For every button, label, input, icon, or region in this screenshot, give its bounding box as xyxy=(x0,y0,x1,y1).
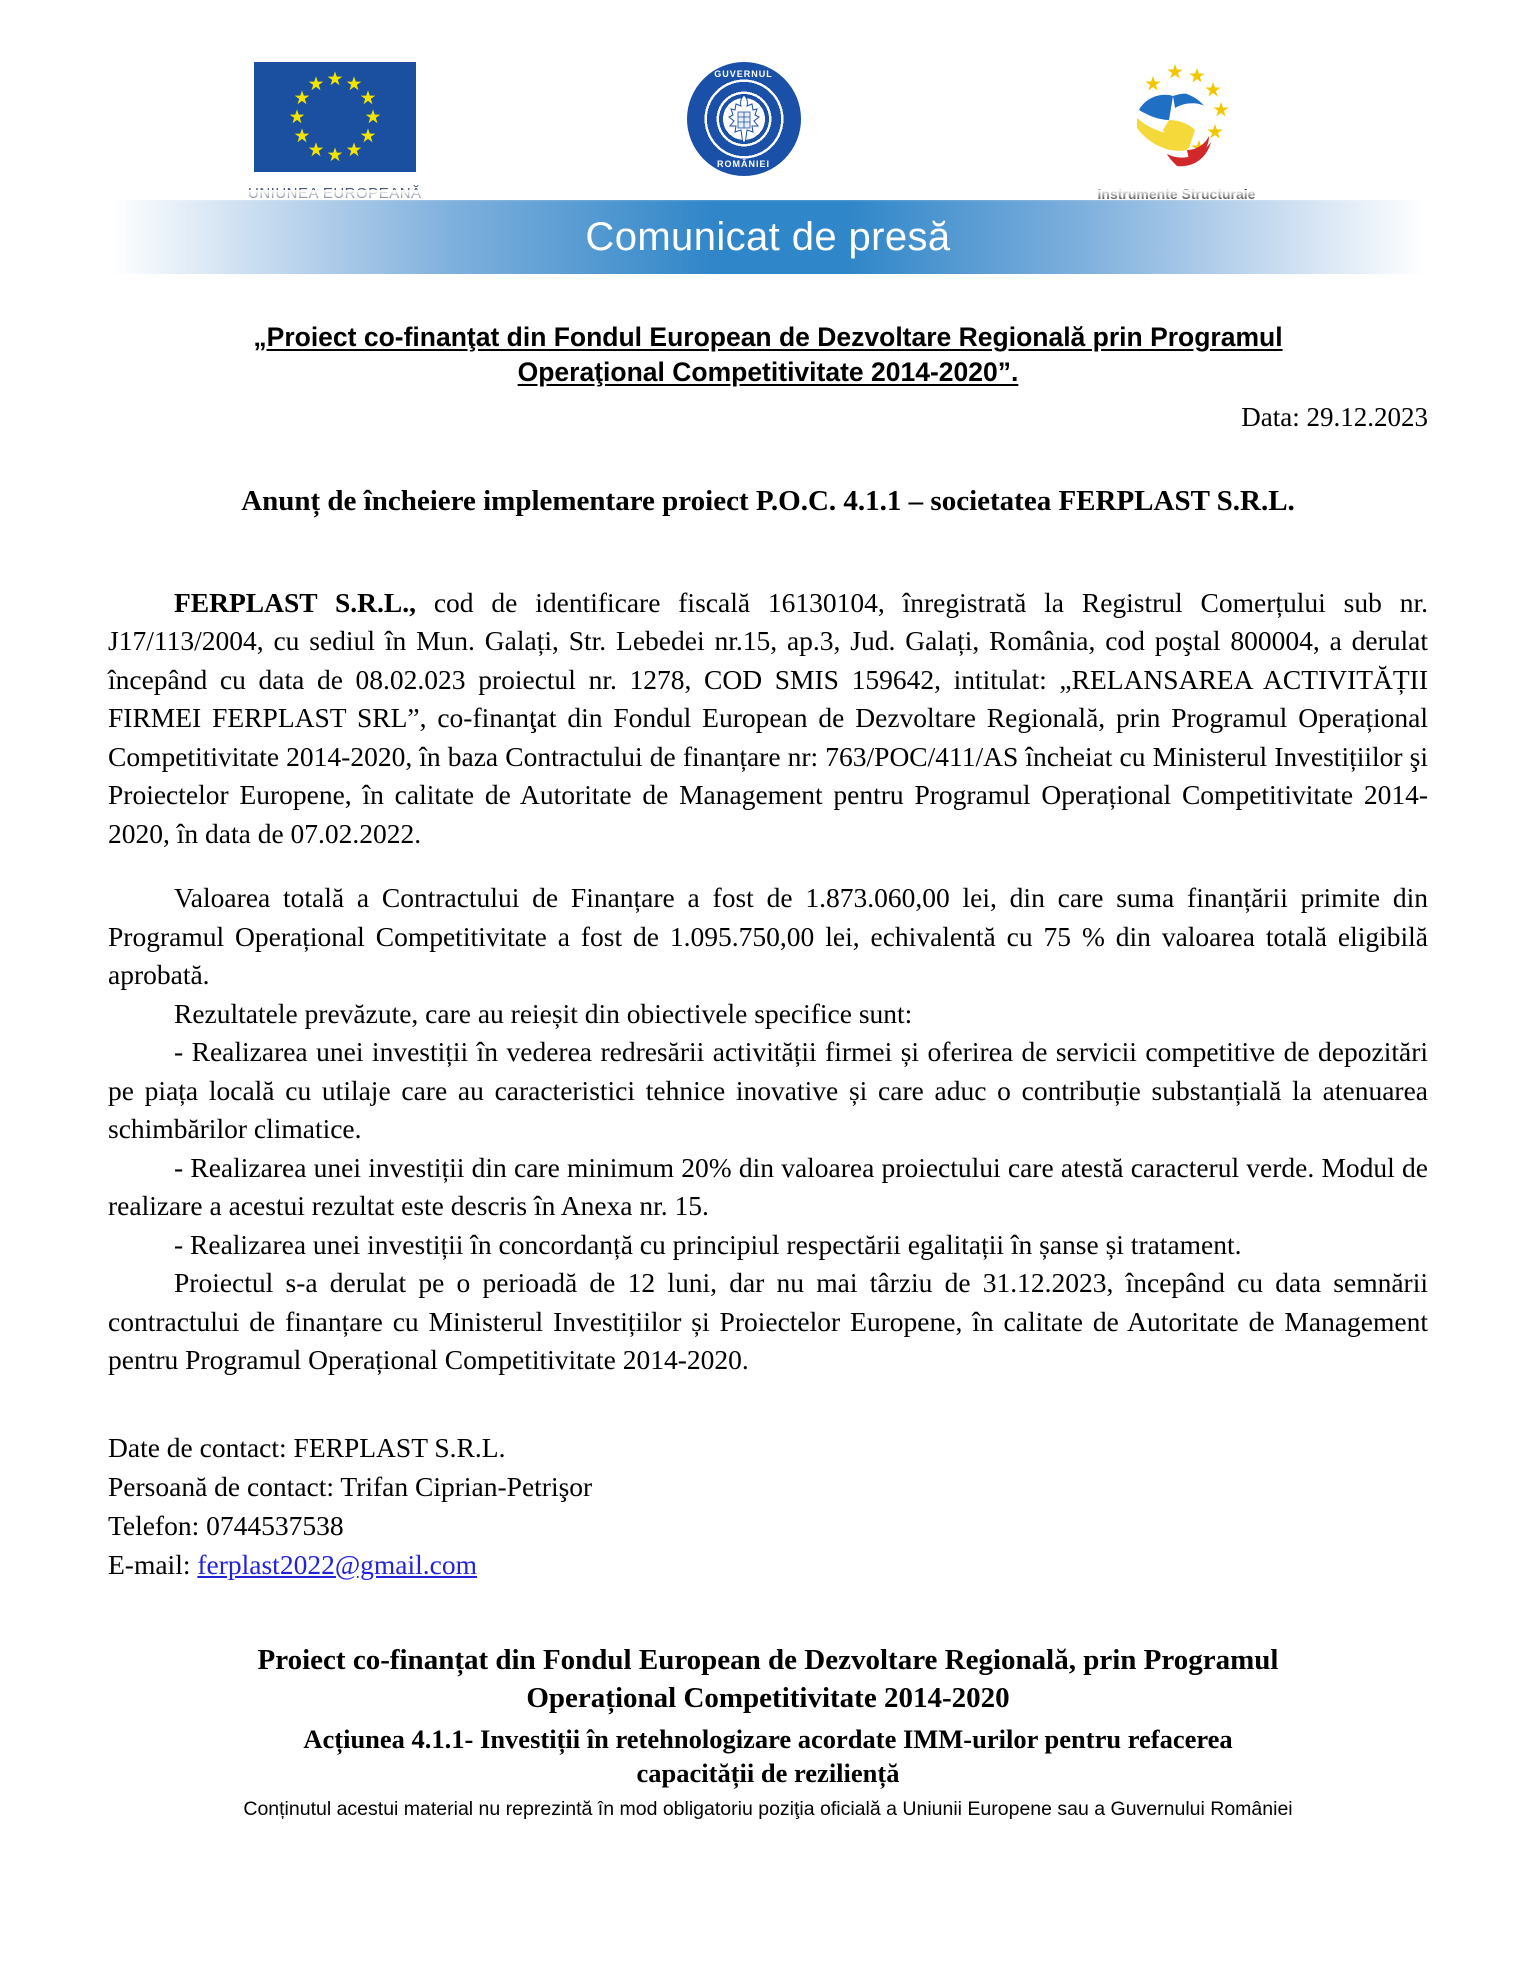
paragraph-project-duration: Proiectul s-a derulat pe o perioadă de 12 luni, dar nu mai târziu de 31.12.2023, începând cu data semnării contractului de finanțare cu Ministerul Investițiilor și Proiectelor Europene, în calitate de Autoritate de Management pentru Programul Operațional Competitivitate 2014-2020. xyxy=(108,1267,1428,1376)
document-date: Data: 29.12.2023 xyxy=(1241,401,1428,432)
document-subtitle: Anunț de încheiere implementare proiect P.O.C. 4.1.1 – societatea FERPLAST S.R.L. xyxy=(241,484,1295,517)
result-item-1: - Realizarea unei investiții în vederea redresării activității firmei și oferirea de servicii competitive de depozitări pe piața locală cu utilaje care au caracteristici tehnice inovative și care aduc o contribuție substanțială la atenuarea schimbărilor climatice. xyxy=(108,1036,1428,1145)
contact-phone: Telefon: 0744537538 xyxy=(108,1510,344,1542)
government-of-romania-seal-icon xyxy=(687,62,801,176)
contact-email-row xyxy=(108,1545,1428,1584)
government-seal-block xyxy=(687,62,801,176)
footer-disclaimer: Conținutul acestui material nu reprezintă în mod obligatoriu poziţia oficială a Uniunii Europene sau a Guvernului României xyxy=(243,1798,1293,1821)
footer-program-line2: Operațional Competitivitate 2014-2020 xyxy=(526,1681,1010,1714)
document-footer xyxy=(108,1642,1428,1821)
footer-program-line1: Proiect co-finanțat din Fondul European de Dezvoltare Regională, prin Programul xyxy=(257,1644,1279,1677)
contact-email-link[interactable]: ferplast2022@gmail.com xyxy=(197,1549,477,1581)
company-name-lead: FERPLAST S.R.L., xyxy=(174,586,416,618)
page-title-line1: „Proiect co-finanţat din Fondul European de Dezvoltare Regională prin Programul xyxy=(253,322,1283,352)
eagle-crest-icon xyxy=(721,93,767,145)
paragraph-company-details xyxy=(108,584,1428,854)
banner-title: Comunicat de presă xyxy=(585,214,951,259)
result-item-2: - Realizarea unei investiții din care minimum 20% din valoarea proiectului care atestă caracterul verde. Modul de realizare a acestui rezultat este descris în Anexa nr. 15. xyxy=(108,1151,1428,1222)
paragraph-company-details-text: cod de identificare fiscală 16130104, înregistrată la Registrul Comerțului sub nr. J17/113/2004, cu sediul în Mun. Galați, Str. Lebedei nr.15, ap.3, Jud. Galați, România, cod poştal 800004, a derulat începând cu data de 08.02.023 proiectul nr. 1278, COD SMIS 159642, intitulat: „RELANSAREA ACTIVITĂȚII FIRMEI FERPLAST SRL”, co-finanţat din Fondul European de Dezvoltare Regională, prin Programul Operațional Competitivitate 2014-2020, în baza Contractului de finanțare nr: 763/POC/411/AS încheiat cu Ministerul Investițiilor şi Proiectelor Europene, în calitate de Autoritate de Management pentru Programul Operațional Competitivitate 2014-2020, în data de 07.02.2022. xyxy=(108,586,1428,849)
contact-block xyxy=(108,1428,1428,1584)
logo-header xyxy=(0,0,1536,190)
footer-program-title xyxy=(108,1642,1428,1717)
contact-person: Persoană de contact: Trifan Ciprian-Petrişor xyxy=(108,1470,593,1502)
contact-company: Date de contact: FERPLAST S.R.L. xyxy=(108,1431,506,1463)
results-intro: Rezultatele prevăzute, care au reieșit din obiectivele specifice sunt: xyxy=(174,997,913,1029)
contact-email-label: E-mail: xyxy=(108,1549,198,1581)
gov-seal-bottom-text: ROMÂNIEI xyxy=(717,159,771,169)
paragraph-financing-values: Valoarea totală a Contractului de Finanțare a fost de 1.873.060,00 lei, din care suma finanțării primite din Programul Operațional Competitivitate a fost de 1.095.750,00 lei, echivalentă cu 75 % din valoarea totală eligibilă aprobată. xyxy=(108,882,1428,991)
page-title xyxy=(190,320,1346,390)
footer-action-line2: capacității de reziliență xyxy=(636,1757,900,1788)
result-item-3: - Realizarea unei investiții în concordanță cu principiul respectării egalitații în șanse și tratament. xyxy=(174,1228,1242,1260)
footer-action-title xyxy=(108,1722,1428,1791)
footer-action-line1: Acțiunea 4.1.1- Investiții în retehnologizare acordate IMM-urilor pentru refacerea xyxy=(303,1723,1233,1754)
page-title-line2: Operaţional Competitivitate 2014-2020”. xyxy=(517,356,1019,387)
eu-logo-block xyxy=(248,62,422,202)
press-release-banner xyxy=(110,200,1426,274)
structural-instruments-icon xyxy=(1109,62,1245,180)
eu-flag-icon xyxy=(254,62,416,172)
gov-seal-top-text: GUVERNUL xyxy=(714,69,773,79)
document-body xyxy=(108,584,1428,1380)
